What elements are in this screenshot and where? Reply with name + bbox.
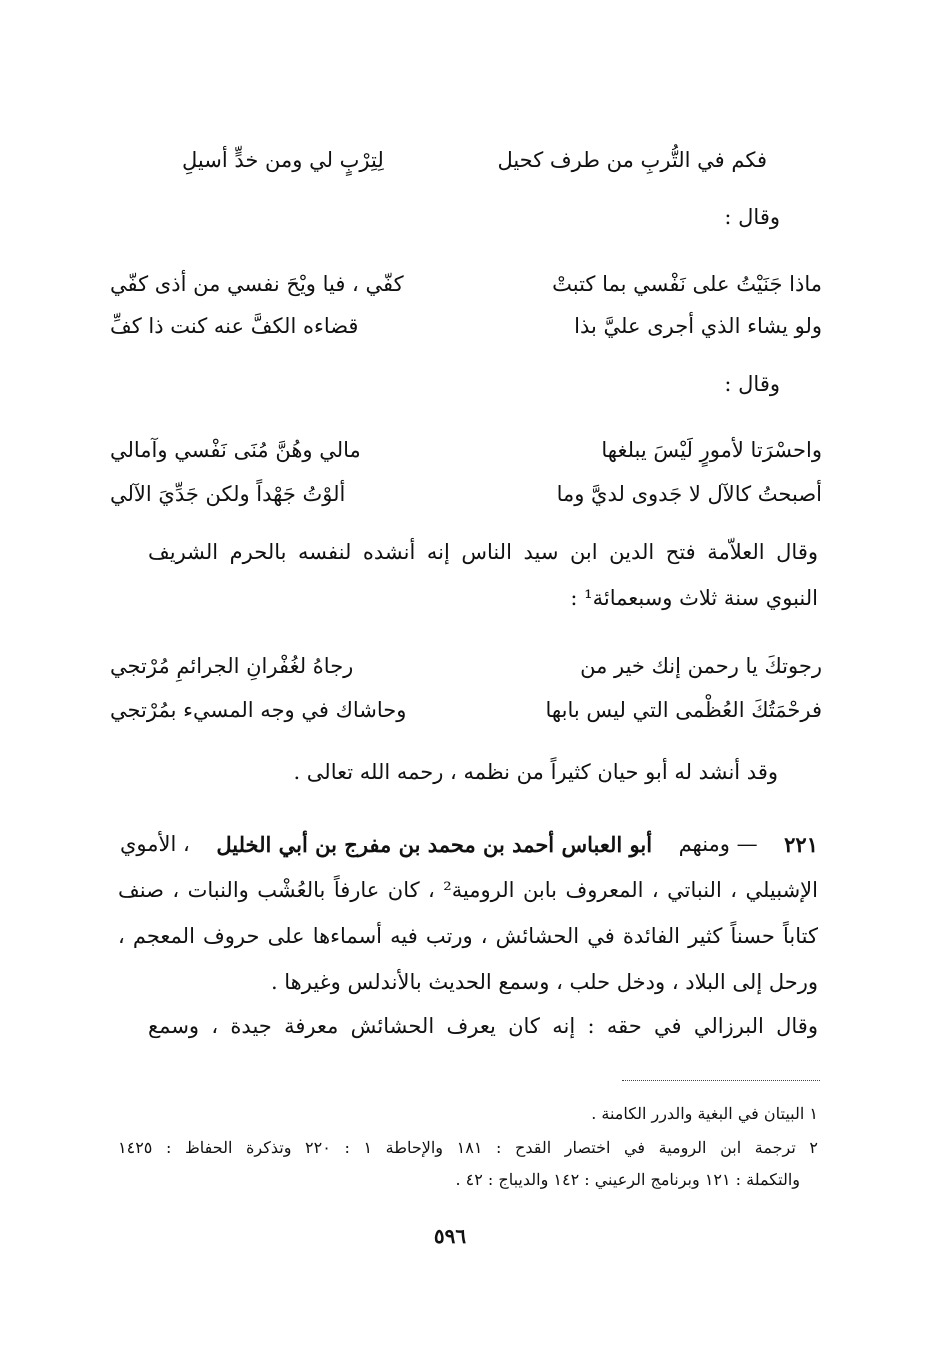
footnote: ٢ ترجمة ابن الرومية في اختصار القدح : ١٨١ والإحاطة ١ : ٢٢٠ وتذكرة الحفاظ : ١٤٢٥ — [118, 1138, 819, 1157]
said-heading: وقال : — [724, 205, 780, 229]
poem-hemistich-right: واحسْرَتا لأمورٍ لَيْسَ يبلغها — [601, 438, 822, 462]
prose-line: وقد أنشد له أبو حيان كثيراً من نظمه ، رحمه الله تعالى . — [293, 760, 778, 784]
entry-number: ٢٢١ — [784, 832, 818, 857]
poem-hemistich-right: رجوتكَ يا رحمن إنك خير من — [580, 654, 822, 678]
poem-line — [110, 306, 822, 346]
prose-line: وقال البرزالي في حقه : إنه كان يعرف الحشائش معرفة جيدة ، وسمع — [148, 1014, 818, 1038]
footnote-divider — [622, 1080, 820, 1081]
prose-line: ورحل إلى البلاد ، ودخل حلب ، وسمع الحديث بالأندلس وغيرها . — [270, 970, 818, 994]
entry-name: أبو العباس أحمد بن محمد بن مفرج بن أبي الخليل — [216, 832, 653, 857]
poem-hemistich-right: ماذا جَنَيْتُ على نَفْسي بما كتبتْ — [552, 272, 822, 296]
poem-hemistich-right: فكم في التُّربِ من طرف كحيل — [497, 148, 767, 172]
prose-line: الإشبيلي ، النباتي ، المعروف بابن الرومية² ، كان عارفاً بالعُشْب والنبات ، صنف — [118, 878, 818, 902]
prose-line: وقال العلاّمة فتح الدين ابن سيد الناس إنه أنشده لنفسه بالحرم الشريف — [148, 540, 818, 564]
poem-hemistich-left: وحاشاك في وجه المسيء بمُرْتجي — [110, 698, 407, 722]
poem-line — [110, 430, 822, 470]
poem-hemistich-left: ألوْتُ جَهْداً ولكن جَدِّيَ الآلي — [110, 482, 346, 506]
footnote: والتكملة : ١٢١ وبرنامج الرعيني : ١٤٢ والديباج : ٤٢ . — [455, 1170, 800, 1189]
prose-line: النبوي سنة ثلاث وسبعمائة¹ : — [570, 586, 818, 610]
poem-hemistich-left: لِتِرْبٍ لي ومن خدٍّ أسيلِ — [182, 148, 384, 172]
poem-line — [110, 690, 822, 730]
poem-line — [182, 140, 767, 180]
poem-line — [110, 474, 822, 514]
entry-heading — [120, 832, 818, 857]
page-number: ٥٩٦ — [433, 1224, 467, 1248]
poem-hemistich-left: مالي وهُنَّ مُنَى نَفْسي وآمالي — [110, 438, 361, 462]
poem-line — [110, 264, 822, 304]
entry-dash-text: — ومنهم — [678, 832, 758, 856]
poem-line — [110, 646, 822, 686]
poem-hemistich-right: ولو يشاء الذي أجرى عليَّ بذا — [574, 314, 822, 338]
prose-line: كتاباً حسناً كثير الفائدة في الحشائش ، ورتب فيه أسماءها على حروف المعجم ، — [118, 924, 818, 948]
entry-tail: ، الأموي — [120, 832, 190, 856]
poem-hemistich-right: أصبحتُ كالآل لا جَدوى لديَّ وما — [556, 482, 822, 506]
poem-hemistich-right: فرحْمَتُكَ العُظْمى التي ليس بابها — [545, 698, 822, 722]
poem-hemistich-left: رجاهُ لغُفْرانِ الجرائمِ مُرْتجي — [110, 654, 354, 678]
poem-hemistich-left: كفّي ، فيا ويْحَ نفسي من أذى كفّي — [110, 272, 404, 296]
footnote: ١ البيتان في البغية والدرر الكامنة . — [591, 1104, 818, 1123]
said-heading: وقال : — [724, 372, 780, 396]
poem-hemistich-left: قضاءه الكفَّ عنه كنت ذا كفِّ — [110, 314, 359, 338]
